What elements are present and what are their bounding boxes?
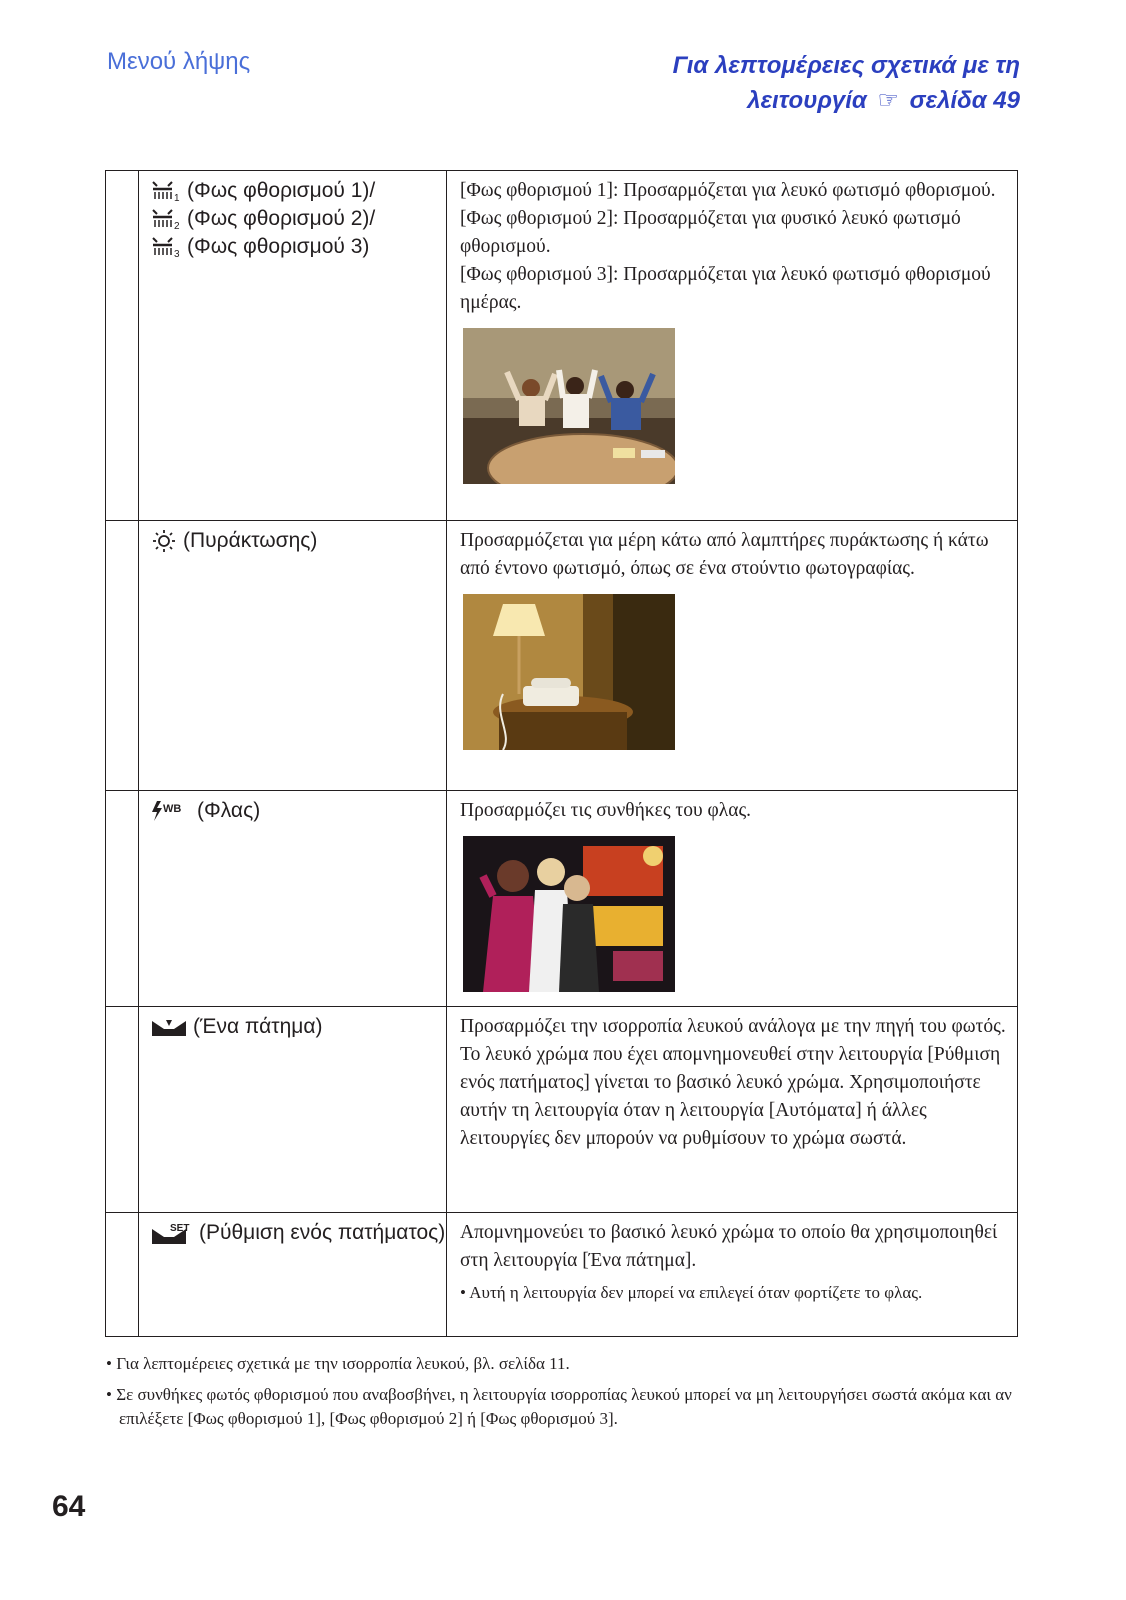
option-fluorescent-3: [151, 233, 446, 261]
option-cell: [139, 521, 447, 791]
page-reference-line1: Για λεπτομέρειες σχετικά με τη: [672, 52, 1020, 79]
table-row: [106, 791, 1018, 1007]
svg-text:2: 2: [174, 221, 180, 231]
flash-wb-icon: [151, 800, 191, 822]
option-label: (Πυράκτωσης): [183, 529, 318, 552]
incandescent-icon: [151, 529, 177, 553]
option-flash: [151, 797, 446, 825]
svg-text:3: 3: [174, 249, 180, 259]
table-row: [106, 1007, 1018, 1213]
table-row: [106, 521, 1018, 791]
description-text: Προσαρμόζει τις συνθήκες του φλας.: [460, 800, 752, 821]
description-text: [Φως φθορισμού 1]: Προσαρμόζεται για λευκό φωτισμό φθορισμού.: [460, 180, 996, 201]
description-cell: [447, 171, 1018, 521]
option-cell: [139, 791, 447, 1007]
description-text: Απομνημονεύει το βασικό λευκό χρώμα το οποίο θα χρησιμοποιηθεί στη λειτουργία [Ένα πάτημα].: [460, 1222, 998, 1271]
page-reference-link[interactable]: σελίδα 49: [909, 87, 1020, 114]
description-cell: [447, 1007, 1018, 1213]
one-push-set-icon: [151, 1221, 193, 1245]
white-balance-table: [105, 170, 1018, 1337]
section-title: Μενού λήψης: [107, 48, 251, 75]
footnote: • Σε συνθήκες φωτός φθορισμού που αναβοσβήνει, η λειτουργία ισορροπίας λευκού μπορεί να μη λειτουργήσει σωστά ακόμα και αν επιλέξετε [Φως φθορισμού 1], [Φως φθορισμού 2] ή [Φως φθορισμού 3].: [106, 1385, 1012, 1428]
option-cell: [139, 171, 447, 521]
option-label: (Ένα πάτημα): [193, 1015, 323, 1038]
option-one-push: [151, 1013, 446, 1041]
option-label: (Ρύθμιση ενός πατήματος): [199, 1221, 446, 1244]
option-incandescent: [151, 527, 446, 555]
description-cell: [447, 1213, 1018, 1337]
fluorescent-3-icon: [151, 236, 181, 258]
option-label: (Φως φθορισμού 2)/: [187, 207, 376, 230]
option-label: (Φως φθορισμού 3): [187, 235, 370, 258]
option-fluorescent-1: [151, 177, 446, 205]
page-reference-line2: [673, 83, 1020, 118]
table-row: [106, 1213, 1018, 1337]
one-push-icon: [151, 1017, 187, 1037]
incandescent-example-photo: [463, 594, 675, 750]
page-reference: [673, 48, 1020, 118]
option-label: (Φλας): [197, 799, 261, 822]
table-row: [106, 171, 1018, 521]
option-one-push-set: [151, 1219, 446, 1247]
svg-text:WB: WB: [163, 803, 182, 816]
description-text: [Φως φθορισμού 3]: Προσαρμόζεται για λευκό φωτισμό φθορισμού ημέρας.: [460, 264, 991, 313]
footnote: • Για λεπτομέρειες σχετικά με την ισορροπία λευκού, βλ. σελίδα 11.: [106, 1354, 570, 1373]
description-text: Προσαρμόζει την ισορροπία λευκού ανάλογα με την πηγή του φωτός. Το λευκό χρώμα που έχει απομνημονευθεί στην λειτουργία [Ρύθμιση ενός πατήματος] γίνεται το βασικό λευκό χρώμα. Χρησιμοποιήστε αυτήν τη λειτουργία όταν η λειτουργία [Αυτόματα] ή άλλες λειτουργίες δεν μπορούν να ρυθμίσουν το χρώμα σωστά.: [460, 1016, 1006, 1149]
option-cell: [139, 1007, 447, 1213]
description-cell: [447, 521, 1018, 791]
fluorescent-2-icon: [151, 208, 181, 230]
option-fluorescent-2: [151, 205, 446, 233]
option-label: (Φως φθορισμού 1)/: [187, 179, 376, 202]
page-reference-text: λειτουργία: [747, 87, 867, 114]
svg-text:SET: SET: [170, 1223, 190, 1235]
note-text: • Αυτή η λειτουργία δεν μπορεί να επιλεγεί όταν φορτίζετε το φλας.: [460, 1283, 923, 1302]
description-cell: [447, 791, 1018, 1007]
description-text: [Φως φθορισμού 2]: Προσαρμόζεται για φυσικό λευκό φωτισμό φθορισμού.: [460, 208, 961, 257]
svg-text:1: 1: [174, 193, 180, 203]
description-text: Προσαρμόζεται για μέρη κάτω από λαμπτήρες πυράκτωσης ή κάτω από έντονο φωτισμό, όπως σε ένα στούντιο φωτογραφίας.: [460, 530, 989, 579]
option-cell: [139, 1213, 447, 1337]
footnotes: [106, 1352, 1024, 1438]
flash-example-photo: [463, 836, 675, 992]
page-number: 64: [52, 1490, 86, 1523]
fluorescent-1-icon: [151, 180, 181, 202]
fluorescent-example-photo: [463, 328, 675, 484]
reference-icon: ☞: [877, 87, 899, 114]
